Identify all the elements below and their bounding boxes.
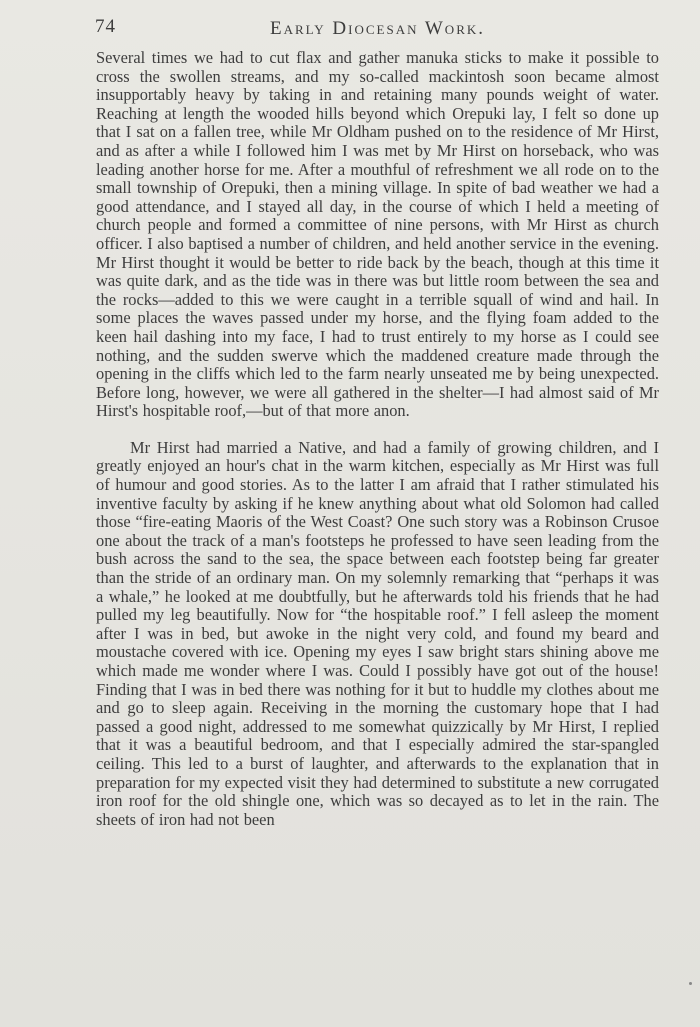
page-header — [95, 14, 660, 42]
paper-speck — [689, 982, 692, 985]
page-number: 74 — [95, 16, 116, 37]
body-text — [96, 49, 659, 829]
paragraph-1: Several times we had to cut flax and gather manuka sticks to make it possible to cross the swollen streams, and my so-called mackintosh soon became almost insupportably heavy by taking in and retaining many pounds weight of water. Reaching at length the wooded hills beyond which Orepuki lay, I felt so done up that I sat on a fallen tree, while Mr Oldham pushed on to the residence of Mr Hirst, and as after a while I followed him I was met by Mr Hirst on horseback, who was leading another horse for me. After a mouthful of refreshment we all rode on to the small township of Orepuki, then a mining village. In spite of bad weather we had a good attendance, and I stayed all day, in the course of which I held a meeting of church people and formed a committee of nine persons, with Mr Hirst as church officer. I also baptised a number of children, and held another service in the evening. Mr Hirst thought it would be better to ride back by the beach, though at this time it was quite dark, and as the tide was in there was but little room between the sea and the rocks—added to this we were caught in a terrible squall of wind and hail. In some places the waves passed under my horse, and the flying foam added to the keen hail dashing into my face, I had to trust entirely to my horse as I could see nothing, and the sudden swerve which the maddened creature made through the opening in the cliffs which led to the farm nearly unseated me by being unexpected. Before long, however, we were all gathered in the shelter—I had almost said of Mr Hirst's hospitable roof,—but of that more anon. — [96, 48, 659, 421]
paragraph-2: Mr Hirst had married a Native, and had a family of growing children, and I greatly enjoyed an hour's chat in the warm kitchen, especially as Mr Hirst was full of humour and good stories. As to the latter I am afraid that I rather stimulated his inventive faculty by asking if he knew anything about what old Solomon had called those “fire-eating Maoris of the West Coast? One such story was a Robinson Crusoe one about the track of a man's footsteps he professed to have seen leading from the bush across the sand to the sea, the space between each footstep being far greater than the stride of an ordinary man. On my solemnly remarking that “perhaps it was a whale,” he looked at me doubtfully, but he afterwards told his friends that he had pulled my leg beautifully. Now for “the hospitable roof.” I fell asleep the moment after I was in bed, but awoke in the night very cold, and found my beard and moustache covered with ice. Opening my eyes I saw bright stars shining above me which made me wonder where I was. Could I possibly have got out of the house! Finding that I was in bed there was nothing for it but to huddle my clothes about me and go to sleep again. Receiving in the morning the customary hope that I had passed a good night, addressed to me somewhat quizzically by Mr Hirst, I replied that it was a beautiful bedroom, and that I especially admired the star-spangled ceiling. This led to a burst of laughter, and afterwards to the explanation that in preparation for my expected visit they had determined to substitute a new corrugated iron roof for the old shingle one, which was so decayed as to let in the rain. The sheets of iron had not been — [96, 437, 659, 829]
running-title: Early Diocesan Work. — [269, 18, 486, 39]
